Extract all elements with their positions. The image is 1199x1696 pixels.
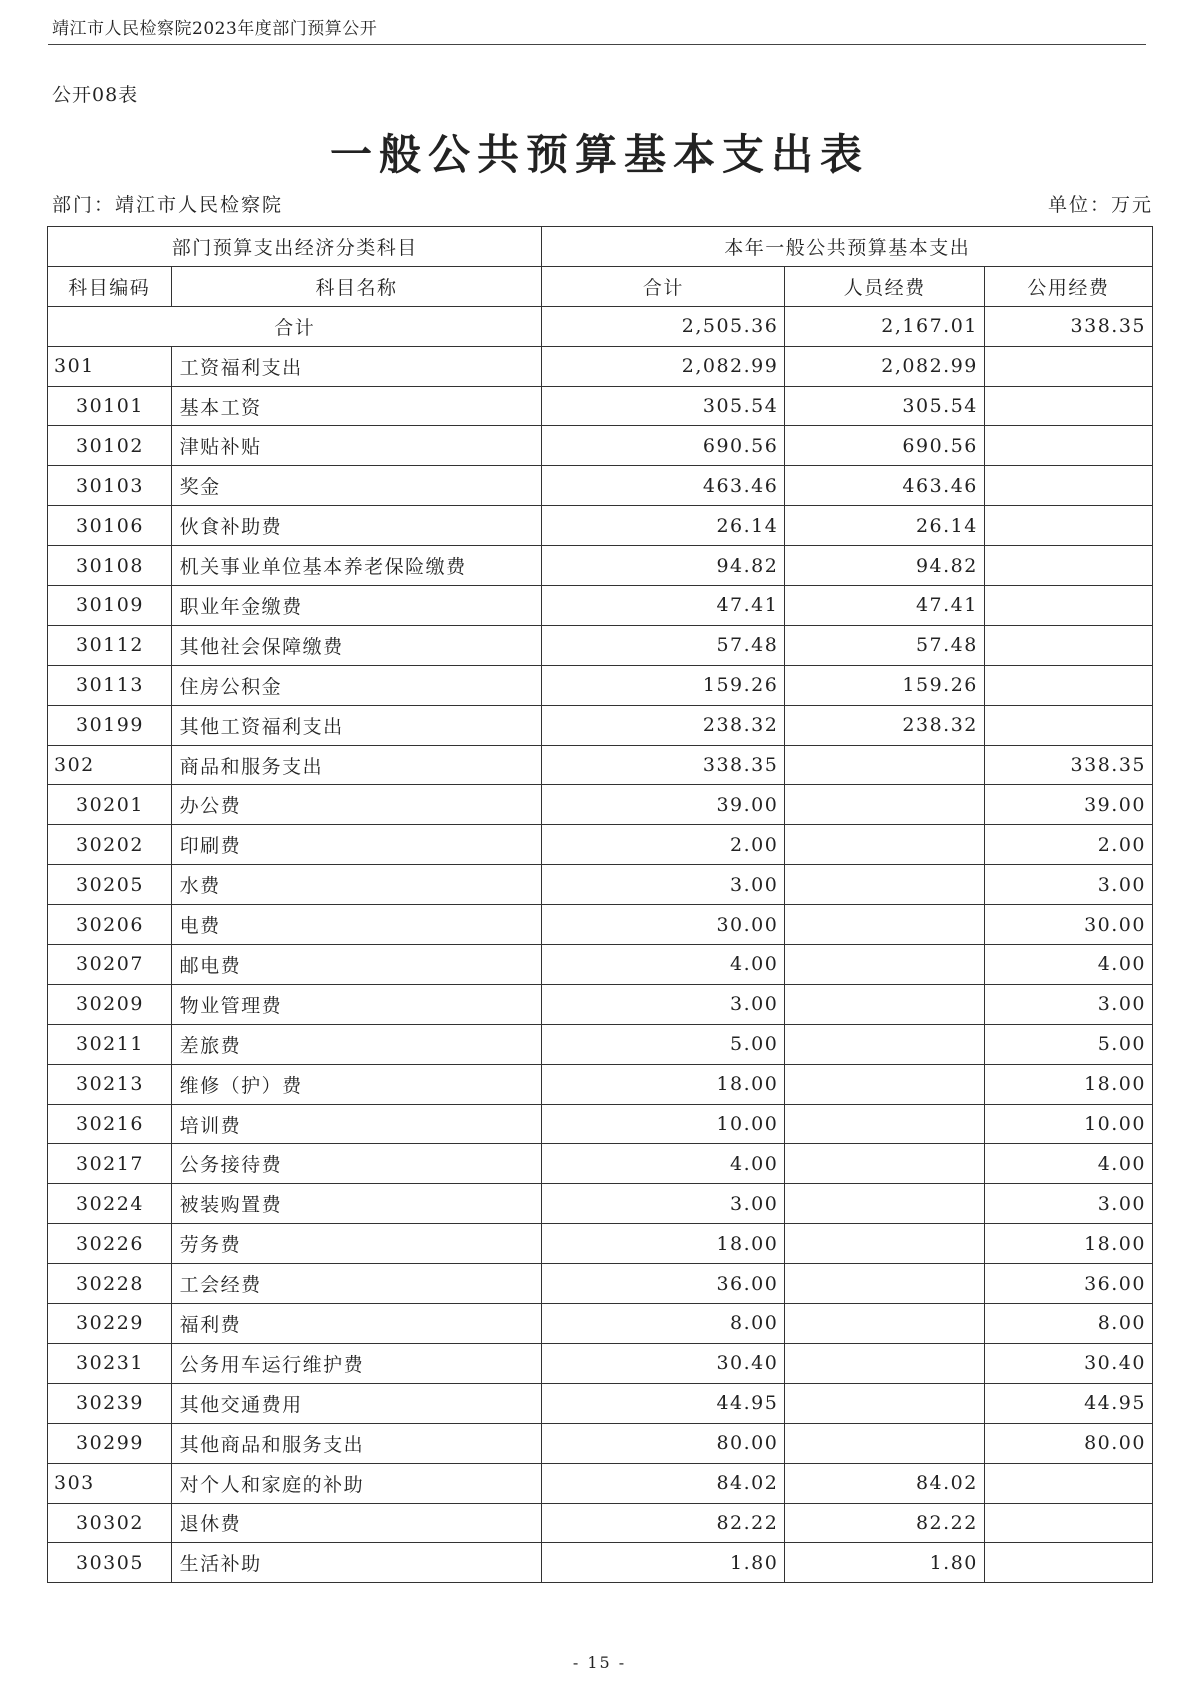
table-row: [48, 1463, 1153, 1503]
row-personnel: 1.80: [785, 1543, 985, 1583]
row-code: 30103: [48, 466, 172, 506]
row-code: 30112: [48, 625, 172, 665]
row-personnel: [785, 785, 985, 825]
row-name: 津贴补贴: [171, 426, 542, 466]
row-total: 4.00: [542, 945, 785, 985]
row-total: 3.00: [542, 865, 785, 905]
row-name: 生活补助: [171, 1543, 542, 1583]
row-name: 退休费: [171, 1503, 542, 1543]
row-public: [984, 506, 1152, 546]
row-total: 80.00: [542, 1423, 785, 1463]
row-personnel: 2,082.99: [785, 346, 985, 386]
row-public: [984, 466, 1152, 506]
table-row: [48, 745, 1153, 785]
table-row: [48, 825, 1153, 865]
header-rule: [48, 44, 1146, 45]
header-personnel: 人员经费: [785, 266, 985, 306]
header-row-columns: [48, 266, 1153, 306]
row-personnel: [785, 984, 985, 1024]
row-personnel: [785, 1184, 985, 1224]
row-code: 30226: [48, 1224, 172, 1264]
row-name: 公务接待费: [171, 1144, 542, 1184]
row-name: 职业年金缴费: [171, 586, 542, 626]
row-name: 物业管理费: [171, 984, 542, 1024]
row-code: 30239: [48, 1383, 172, 1423]
row-name: 培训费: [171, 1104, 542, 1144]
table-row: [48, 1264, 1153, 1304]
row-public: 18.00: [984, 1224, 1152, 1264]
row-public: 10.00: [984, 1104, 1152, 1144]
row-total: 94.82: [542, 546, 785, 586]
row-code: 30106: [48, 506, 172, 546]
row-code: 30229: [48, 1304, 172, 1344]
header-basic-expenditure: 本年一般公共预算基本支出: [542, 227, 1153, 267]
row-code: 30211: [48, 1024, 172, 1064]
row-public: 5.00: [984, 1024, 1152, 1064]
table-row: [48, 1144, 1153, 1184]
row-public: [984, 705, 1152, 745]
row-name: 商品和服务支出: [171, 745, 542, 785]
table-row: [48, 346, 1153, 386]
row-public: 8.00: [984, 1304, 1152, 1344]
row-public: 30.00: [984, 905, 1152, 945]
table-row: [48, 586, 1153, 626]
table-id: 公开08表: [52, 84, 139, 106]
page-number: - 15 -: [572, 1653, 627, 1672]
row-public: 80.00: [984, 1423, 1152, 1463]
table-row: [48, 1423, 1153, 1463]
row-personnel: [785, 1024, 985, 1064]
row-name: 对个人和家庭的补助: [171, 1463, 542, 1503]
table-row: [48, 1304, 1153, 1344]
row-total: 5.00: [542, 1024, 785, 1064]
row-total: 57.48: [542, 625, 785, 665]
row-name: 劳务费: [171, 1224, 542, 1264]
row-personnel: [785, 1383, 985, 1423]
row-personnel: [785, 1304, 985, 1344]
row-personnel: 47.41: [785, 586, 985, 626]
budget-table: [47, 226, 1153, 1583]
row-personnel: 690.56: [785, 426, 985, 466]
row-total: 26.14: [542, 506, 785, 546]
row-personnel: 94.82: [785, 546, 985, 586]
row-total: 44.95: [542, 1383, 785, 1423]
table-row: [48, 1064, 1153, 1104]
row-name: 其他工资福利支出: [171, 705, 542, 745]
row-total: 47.41: [542, 586, 785, 626]
row-code: 30109: [48, 586, 172, 626]
row-public: 338.35: [984, 745, 1152, 785]
header-economic-classification: 部门预算支出经济分类科目: [48, 227, 542, 267]
row-public: 3.00: [984, 865, 1152, 905]
row-name: 水费: [171, 865, 542, 905]
row-name: 邮电费: [171, 945, 542, 985]
row-personnel: [785, 905, 985, 945]
row-public: [984, 1543, 1152, 1583]
table-row: [48, 1224, 1153, 1264]
table-row: [48, 506, 1153, 546]
row-code: 30217: [48, 1144, 172, 1184]
row-code: 30108: [48, 546, 172, 586]
row-code: 30302: [48, 1503, 172, 1543]
row-name: 电费: [171, 905, 542, 945]
row-name: 基本工资: [171, 386, 542, 426]
row-total: 4.00: [542, 1144, 785, 1184]
row-code: 30224: [48, 1184, 172, 1224]
row-personnel: 57.48: [785, 625, 985, 665]
table-row: [48, 466, 1153, 506]
row-code: 30102: [48, 426, 172, 466]
table-row: [48, 1543, 1153, 1583]
row-total: 305.54: [542, 386, 785, 426]
row-total: 84.02: [542, 1463, 785, 1503]
row-total: 30.00: [542, 905, 785, 945]
row-public: [984, 546, 1152, 586]
row-name: 奖金: [171, 466, 542, 506]
row-code: 30207: [48, 945, 172, 985]
total-amount: 2,505.36: [542, 306, 785, 346]
row-public: [984, 386, 1152, 426]
row-personnel: 305.54: [785, 386, 985, 426]
row-public: [984, 586, 1152, 626]
row-name: 差旅费: [171, 1024, 542, 1064]
row-personnel: [785, 745, 985, 785]
row-public: 44.95: [984, 1383, 1152, 1423]
row-total: 3.00: [542, 1184, 785, 1224]
row-total: 159.26: [542, 665, 785, 705]
table-row: [48, 865, 1153, 905]
row-total: 8.00: [542, 1304, 785, 1344]
row-code: 30228: [48, 1264, 172, 1304]
table-row: [48, 1503, 1153, 1543]
row-personnel: [785, 1104, 985, 1144]
row-name: 住房公积金: [171, 665, 542, 705]
table-row: [48, 1184, 1153, 1224]
row-public: [984, 625, 1152, 665]
header-total: 合计: [542, 266, 785, 306]
row-name: 福利费: [171, 1304, 542, 1344]
row-code: 30213: [48, 1064, 172, 1104]
row-code: 30101: [48, 386, 172, 426]
row-total: 82.22: [542, 1503, 785, 1543]
row-personnel: [785, 1343, 985, 1383]
row-personnel: 159.26: [785, 665, 985, 705]
row-total: 338.35: [542, 745, 785, 785]
table-row: [48, 546, 1153, 586]
row-public: 2.00: [984, 825, 1152, 865]
row-personnel: 26.14: [785, 506, 985, 546]
row-name: 其他社会保障缴费: [171, 625, 542, 665]
row-personnel: 463.46: [785, 466, 985, 506]
row-personnel: [785, 825, 985, 865]
table-row: [48, 426, 1153, 466]
row-public: 30.40: [984, 1343, 1152, 1383]
row-code: 30209: [48, 984, 172, 1024]
row-name: 伙食补助费: [171, 506, 542, 546]
total-row: [48, 306, 1153, 346]
row-code: 302: [48, 745, 172, 785]
row-total: 2,082.99: [542, 346, 785, 386]
row-total: 18.00: [542, 1224, 785, 1264]
total-label: 合计: [48, 306, 542, 346]
page-title: 一般公共预算基本支出表: [329, 130, 869, 179]
row-name: 被装购置费: [171, 1184, 542, 1224]
row-code: 30231: [48, 1343, 172, 1383]
row-public: [984, 665, 1152, 705]
row-code: 30201: [48, 785, 172, 825]
row-code: 30216: [48, 1104, 172, 1144]
row-personnel: [785, 865, 985, 905]
table-row: [48, 945, 1153, 985]
row-code: 30305: [48, 1543, 172, 1583]
row-personnel: [785, 1423, 985, 1463]
row-personnel: [785, 1264, 985, 1304]
row-personnel: [785, 1064, 985, 1104]
row-total: 238.32: [542, 705, 785, 745]
row-name: 其他商品和服务支出: [171, 1423, 542, 1463]
row-code: 30202: [48, 825, 172, 865]
header-row-group: [48, 227, 1153, 267]
row-total: 18.00: [542, 1064, 785, 1104]
row-name: 印刷费: [171, 825, 542, 865]
table-row: [48, 1343, 1153, 1383]
running-header: 靖江市人民检察院2023年度部门预算公开: [52, 19, 378, 39]
row-public: [984, 1503, 1152, 1543]
row-public: 4.00: [984, 1144, 1152, 1184]
row-personnel: [785, 1144, 985, 1184]
row-code: 30205: [48, 865, 172, 905]
row-public: 3.00: [984, 984, 1152, 1024]
header-public: 公用经费: [984, 266, 1152, 306]
table-row: [48, 705, 1153, 745]
row-name: 其他交通费用: [171, 1383, 542, 1423]
table-row: [48, 1383, 1153, 1423]
row-code: 30113: [48, 665, 172, 705]
row-name: 机关事业单位基本养老保险缴费: [171, 546, 542, 586]
row-public: 39.00: [984, 785, 1152, 825]
table-row: [48, 905, 1153, 945]
row-public: 3.00: [984, 1184, 1152, 1224]
row-code: 303: [48, 1463, 172, 1503]
table-row: [48, 386, 1153, 426]
row-name: 公务用车运行维护费: [171, 1343, 542, 1383]
table-row: [48, 1024, 1153, 1064]
row-name: 工资福利支出: [171, 346, 542, 386]
row-public: [984, 346, 1152, 386]
department-label: 部门：靖江市人民检察院: [52, 194, 284, 216]
row-personnel: 84.02: [785, 1463, 985, 1503]
row-code: 30299: [48, 1423, 172, 1463]
table-row: [48, 1104, 1153, 1144]
row-personnel: 82.22: [785, 1503, 985, 1543]
unit-label: 单位：万元: [1047, 194, 1153, 216]
row-code: 30199: [48, 705, 172, 745]
row-total: 3.00: [542, 984, 785, 1024]
row-name: 工会经费: [171, 1264, 542, 1304]
row-total: 36.00: [542, 1264, 785, 1304]
row-total: 30.40: [542, 1343, 785, 1383]
table-row: [48, 785, 1153, 825]
row-personnel: [785, 1224, 985, 1264]
row-public: [984, 426, 1152, 466]
table-row: [48, 665, 1153, 705]
row-total: 10.00: [542, 1104, 785, 1144]
row-public: 4.00: [984, 945, 1152, 985]
header-name: 科目名称: [171, 266, 542, 306]
row-public: 36.00: [984, 1264, 1152, 1304]
table-row: [48, 984, 1153, 1024]
row-total: 1.80: [542, 1543, 785, 1583]
row-public: [984, 1463, 1152, 1503]
row-public: 18.00: [984, 1064, 1152, 1104]
row-personnel: 238.32: [785, 705, 985, 745]
row-code: 30206: [48, 905, 172, 945]
row-name: 办公费: [171, 785, 542, 825]
row-total: 39.00: [542, 785, 785, 825]
total-public: 338.35: [984, 306, 1152, 346]
row-total: 463.46: [542, 466, 785, 506]
total-personnel: 2,167.01: [785, 306, 985, 346]
table-row: [48, 625, 1153, 665]
row-code: 301: [48, 346, 172, 386]
header-code: 科目编码: [48, 266, 172, 306]
row-total: 2.00: [542, 825, 785, 865]
row-name: 维修（护）费: [171, 1064, 542, 1104]
row-total: 690.56: [542, 426, 785, 466]
row-personnel: [785, 945, 985, 985]
